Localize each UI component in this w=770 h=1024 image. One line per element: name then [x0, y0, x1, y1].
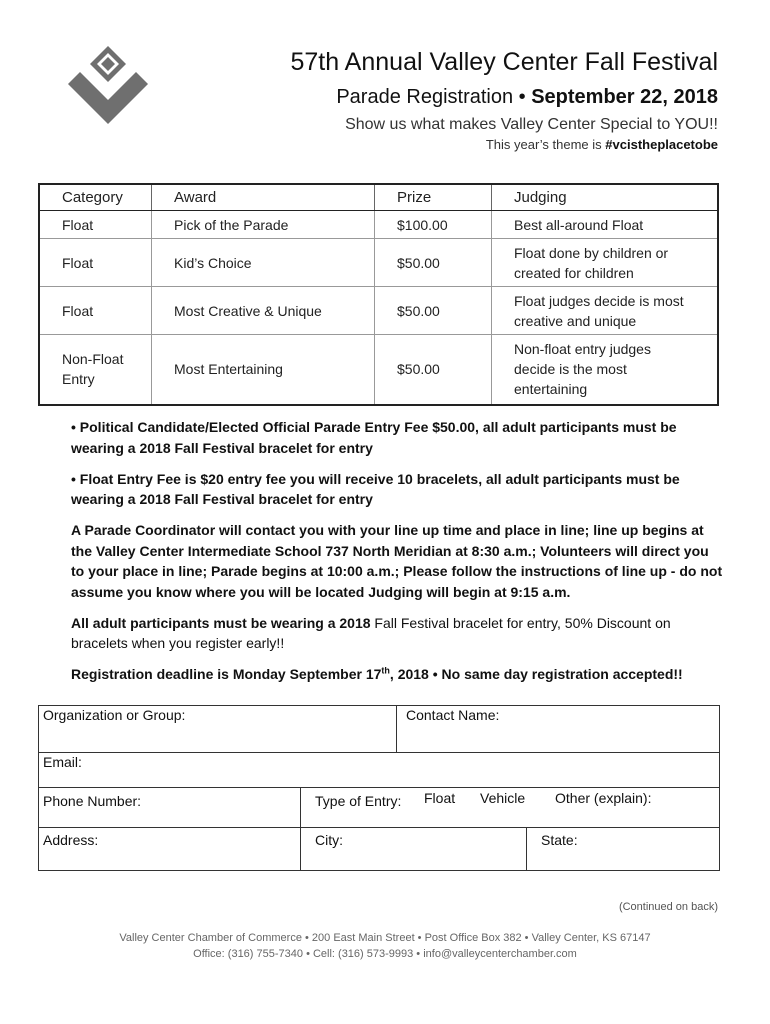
table-row [39, 211, 718, 239]
row-judging: Float done by children or created for children [492, 239, 719, 287]
subtitle-prefix: Parade Registration • [336, 86, 532, 108]
table-row [39, 287, 718, 335]
state-field[interactable] [526, 827, 719, 870]
organization-field[interactable] [39, 706, 396, 752]
contact-name-label: Contact Name: [406, 707, 500, 723]
row-award: Pick of the Parade [152, 211, 375, 239]
bracelet-year: 2018 [339, 614, 371, 631]
coordinator-note: A Parade Coordinator will contact you with your line up time and place in line; line up begins at the Valley Center Intermediate School 737 North Meridian at 8:30 a.m.; Volunteers will direct you to your place in line; Parade begins at 10:00 a.m.; Please follow the instructions of line up - do not assume you know where you will be located Judging will begin at 9:15 a.m. [71, 522, 723, 600]
candidate-fee-note: • Political Candidate/Elected Official Parade Entry Fee $50.00, all adult participants must be wearing a 2018 Fall Festival bracelet for entry [71, 419, 677, 456]
table-row [39, 239, 718, 287]
header-award: Award [152, 184, 375, 211]
row-prize: $50.00 [375, 239, 492, 287]
bracelet-note [71, 613, 723, 654]
row-category: Float [39, 287, 152, 335]
row-category: Float [39, 239, 152, 287]
contact-name-field[interactable] [396, 706, 719, 752]
deadline-sup: th [381, 665, 390, 676]
email-field[interactable] [39, 752, 719, 787]
row-judging: Non-float entry judges decide is the most entertaining [492, 335, 719, 405]
page-title: 57th Annual Valley Center Fall Festival [290, 48, 718, 76]
registration-form [38, 705, 720, 871]
tagline: Show us what makes Valley Center Special to YOU!! [345, 116, 718, 133]
organization-label: Organization or Group: [43, 707, 186, 723]
row-prize: $100.00 [375, 211, 492, 239]
parade-notes [71, 417, 723, 695]
entry-option-vehicle[interactable]: Vehicle [480, 790, 526, 806]
row-prize: $50.00 [375, 287, 492, 335]
footer-contact: Office: (316) 755-7340 • Cell: (316) 573-9993 • info@valleycenterchamber.com [193, 948, 577, 960]
row-category: Float [39, 211, 152, 239]
deadline-note [71, 664, 723, 685]
float-fee-note: • Float Entry Fee is $20 entry fee you will receive 10 bracelets, all adult participants must be wearing a 2018 Fall Festival bracelet for entry [71, 470, 680, 507]
header-category: Category [39, 184, 152, 211]
entry-type-label: Type of Entry: [315, 793, 402, 809]
diamond-v-logo-icon [66, 44, 150, 128]
row-prize: $50.00 [375, 335, 492, 405]
row-award: Kid’s Choice [152, 239, 375, 287]
row-award: Most Creative & Unique [152, 287, 375, 335]
bracelet-text-a: All adult participants must be wearing a [71, 614, 340, 631]
awards-table [38, 183, 719, 406]
address-label: Address: [43, 832, 99, 848]
row-category: Non-Float Entry [39, 335, 152, 405]
entry-option-float[interactable]: Float [424, 790, 456, 806]
theme-hashtag: #vcistheplacetobe [605, 137, 718, 152]
row-judging: Best all-around Float [492, 211, 719, 239]
deadline-text-b: , 2018 • No same day registration accepted!! [389, 666, 683, 682]
table-row [39, 335, 718, 405]
footer-address: Valley Center Chamber of Commerce • 200 East Main Street • Post Office Box 382 • Valley Center, KS 67147 [119, 932, 651, 944]
phone-field[interactable] [39, 787, 300, 827]
page-subtitle [336, 86, 718, 109]
state-label: State: [541, 832, 578, 848]
continued-note: (Continued on back) [618, 901, 718, 913]
city-label: City: [315, 832, 343, 848]
entry-type-field [300, 787, 719, 827]
phone-label: Phone Number: [43, 793, 142, 809]
row-judging: Float judges decide is most creative and unique [492, 287, 719, 335]
table-header-row [39, 184, 718, 211]
theme-prefix: This year’s theme is [485, 137, 606, 152]
festival-date: September 22, 2018 [531, 86, 718, 108]
city-field[interactable] [300, 827, 526, 870]
address-field[interactable] [39, 827, 300, 870]
entry-option-other[interactable]: Other (explain): [555, 790, 652, 806]
deadline-text-a: Registration deadline is Monday September 17 [71, 666, 382, 682]
theme-line [486, 137, 718, 152]
header-prize: Prize [375, 184, 492, 211]
bracelet-text-b: Fall Festival bracelet for entry, 50% Discount on bracelets when you register early!! [71, 614, 671, 651]
row-award: Most Entertaining [152, 335, 375, 405]
email-label: Email: [43, 754, 82, 770]
header-judging: Judging [492, 184, 719, 211]
